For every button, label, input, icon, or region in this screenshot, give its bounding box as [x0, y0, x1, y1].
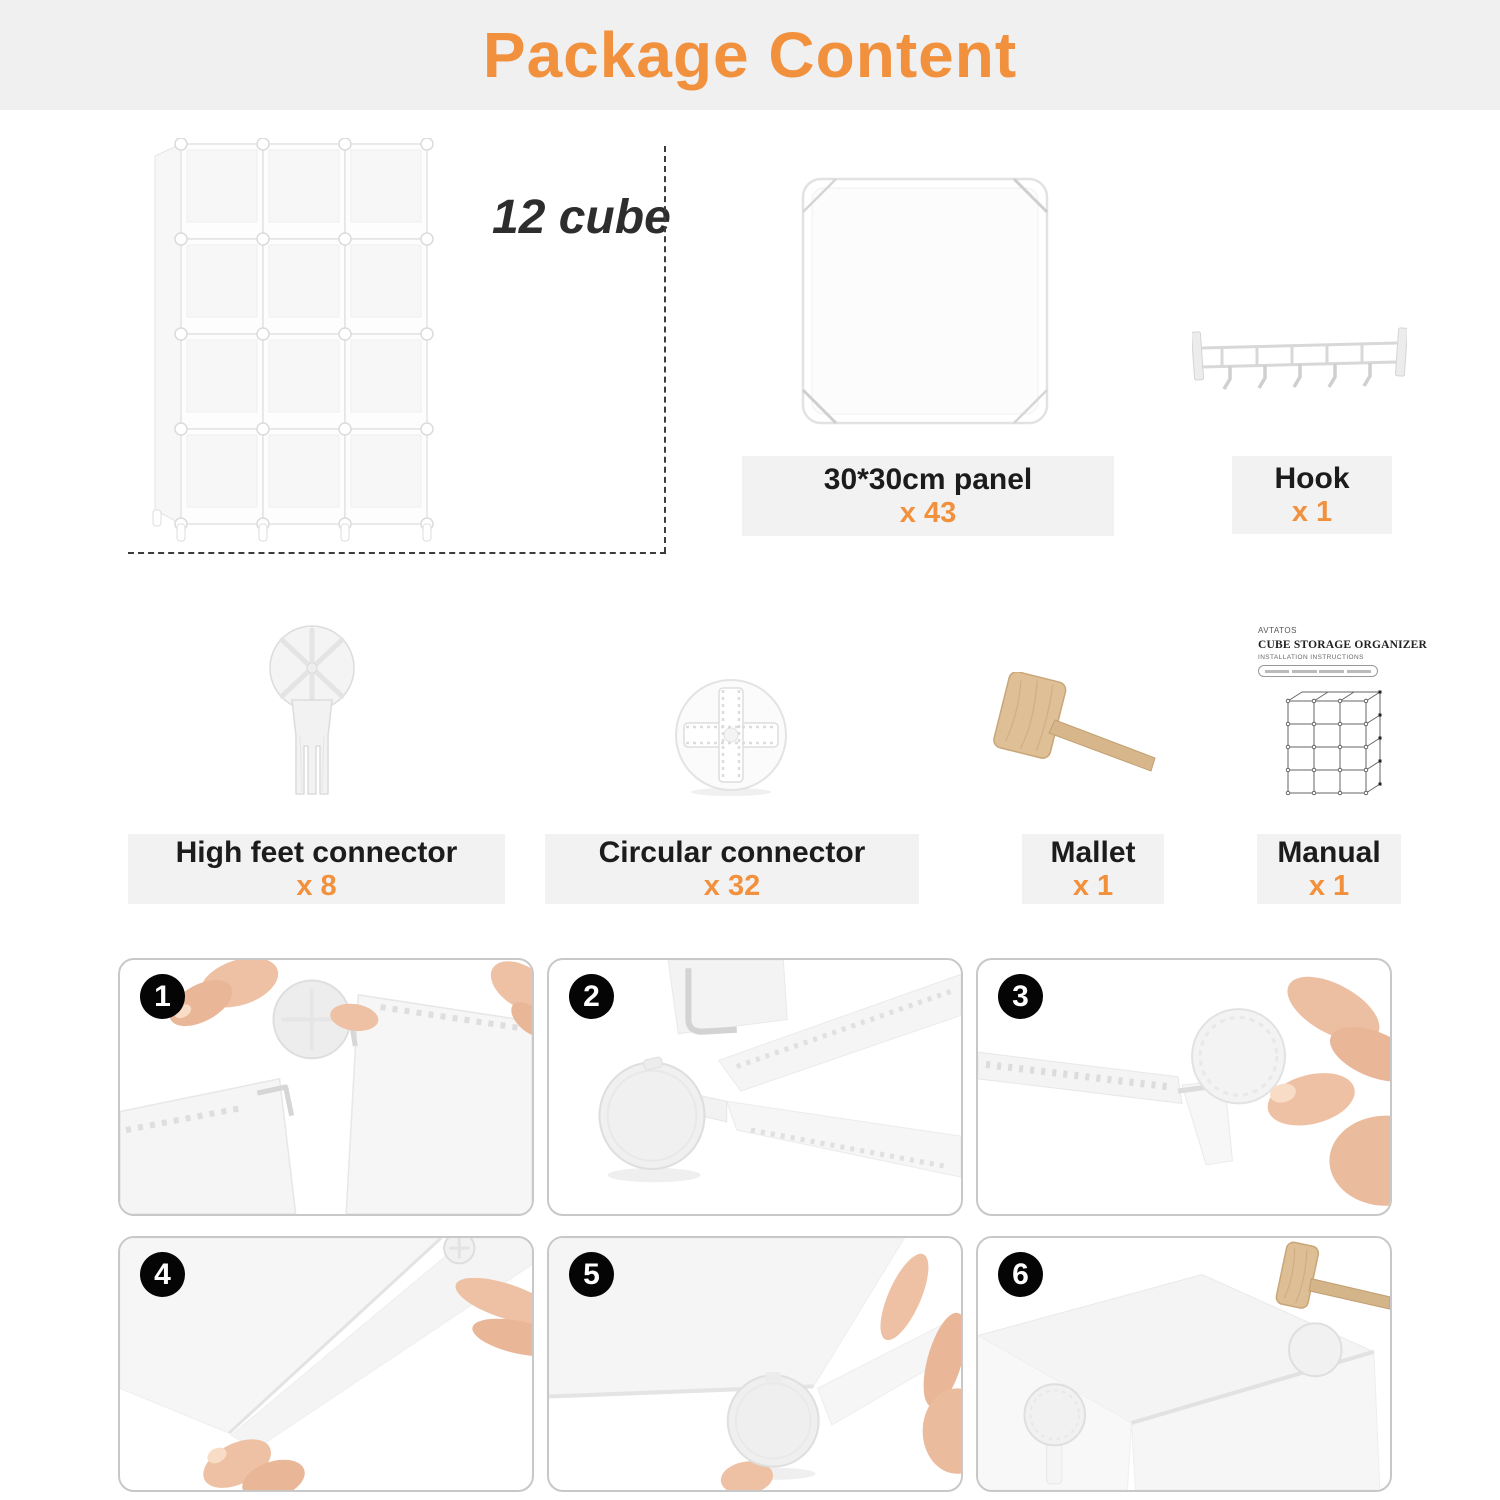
item-label-manual: [1257, 834, 1401, 904]
assembly-step-2: [547, 958, 963, 1216]
manual-wireframe-drawing: [1284, 685, 1388, 803]
twelve-cube-label: 12 cube: [492, 191, 671, 244]
cube-organizer-illustration: [145, 138, 435, 553]
dashed-guide-horizontal: [128, 552, 666, 554]
item-label-mallet: [1022, 834, 1164, 904]
high-feet-connector-illustration: [266, 624, 358, 802]
header-band: [0, 0, 1500, 110]
item-label-hook: [1232, 456, 1392, 534]
step-number-badge: 6: [998, 1252, 1043, 1297]
assembly-step-1: [118, 958, 534, 1216]
manual-illustration: [1258, 626, 1428, 830]
item-name: Hook: [1274, 461, 1350, 495]
assembly-step-3: [976, 958, 1392, 1216]
item-qty: x 1: [1308, 870, 1350, 903]
circular-connector-illustration: [672, 678, 790, 796]
manual-title: CUBE STORAGE ORGANIZER: [1258, 639, 1428, 651]
manual-models-pill: [1258, 665, 1378, 677]
hook-illustration: [1192, 324, 1407, 399]
item-qty: x 1: [1291, 496, 1333, 529]
step-number-badge: 5: [569, 1252, 614, 1297]
step-number-badge: 4: [140, 1252, 185, 1297]
item-name: Circular connector: [598, 835, 866, 869]
item-label-high-feet-connector: [128, 834, 505, 904]
item-name: Manual: [1277, 835, 1381, 869]
dashed-guide-vertical: [664, 146, 666, 553]
mallet-illustration: [985, 672, 1160, 777]
item-qty: x 8: [296, 870, 337, 903]
item-name: 30*30cm panel: [823, 462, 1033, 496]
item-qty: x 43: [899, 497, 957, 530]
step-number-badge: 2: [569, 974, 614, 1019]
manual-brand: AVTATOS: [1258, 626, 1297, 635]
item-qty: x 32: [703, 870, 761, 903]
page-title: Package Content: [482, 19, 1018, 91]
panel-illustration: [800, 176, 1050, 426]
item-name: Mallet: [1050, 835, 1136, 869]
item-label-panel: [742, 456, 1114, 536]
step-number-badge: 3: [998, 974, 1043, 1019]
item-label-circular-connector: [545, 834, 919, 904]
item-qty: x 1: [1072, 870, 1114, 903]
assembly-step-6: [976, 1236, 1392, 1492]
assembly-step-5: [547, 1236, 963, 1492]
item-name: High feet connector: [175, 835, 458, 869]
assembly-step-4: [118, 1236, 534, 1492]
step-number-badge: 1: [140, 974, 185, 1019]
manual-subtitle: INSTALLATION INSTRUCTIONS: [1258, 654, 1364, 661]
